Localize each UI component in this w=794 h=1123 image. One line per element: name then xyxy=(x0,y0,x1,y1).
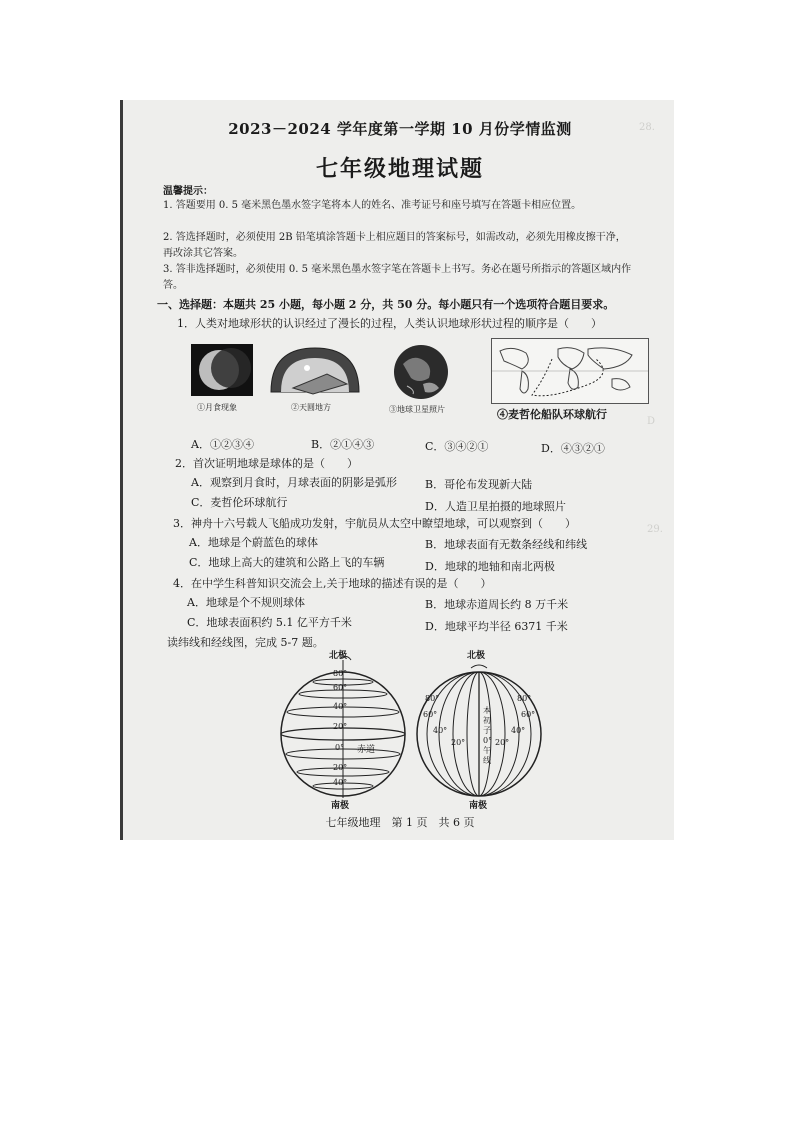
longitude-label: 20° xyxy=(451,738,466,747)
latitude-globe-diagram xyxy=(277,648,417,811)
latitude-label: 20° xyxy=(333,763,348,772)
latitude-label: 0° xyxy=(335,743,345,752)
longitude-label: 80° xyxy=(517,694,532,703)
exam-page-photo xyxy=(120,100,674,840)
prime-meridian-label: 本 初 子 0° 午 线 xyxy=(483,706,493,765)
q1-option-a: A．①②③④ xyxy=(191,438,254,451)
bleed-through-text: 29. xyxy=(647,524,663,535)
exam-subtitle: 七年级地理试题 xyxy=(315,156,484,182)
longitude-label: 60° xyxy=(423,710,438,719)
q1-option-b: B．②①④③ xyxy=(311,438,375,451)
south-pole-label: 南极 xyxy=(469,801,488,811)
q3-option-c: C．地球上高大的建筑和公路上飞的车辆 xyxy=(189,556,385,569)
lunar-eclipse-image xyxy=(191,344,253,396)
south-pole-label: 南极 xyxy=(331,801,350,811)
latitude-label: 60° xyxy=(333,683,348,692)
latitude-label: 80° xyxy=(333,669,348,678)
longitude-label: 40° xyxy=(433,726,448,735)
caption-lunar-eclipse: ①月食现象 xyxy=(197,403,237,412)
q1-option-d: D．④③②① xyxy=(541,442,605,455)
question-4-stem: 4．在中学生科普知识交流会上,关于地球的描述有误的是（ ） xyxy=(173,577,492,590)
equator-label: 赤道 xyxy=(357,745,376,755)
q2-option-c: C．麦哲伦环球航行 xyxy=(191,496,288,509)
exam-title: 2023－2024 学年度第一学期 10 月份学情监测 xyxy=(228,120,572,138)
q4-option-a: A．地球是个不规则球体 xyxy=(187,596,305,609)
caption-heaven-round: ②天圆地方 xyxy=(291,403,331,412)
q3-option-a: A．地球是个蔚蓝色的球体 xyxy=(189,536,318,549)
tips-heading: 温馨提示： xyxy=(163,186,213,197)
q2-option-d: D．人造卫星拍摄的地球照片 xyxy=(425,500,566,513)
caption-satellite-photo: ③地球卫星照片 xyxy=(389,405,445,414)
q1-option-c: C．③④②① xyxy=(425,440,489,453)
earth-satellite-photo xyxy=(393,344,449,400)
longitude-label: 20° xyxy=(495,738,510,747)
longitude-label: 60° xyxy=(521,710,536,719)
tip-item: 2. 答选择题时，必须使用 2B 铅笔填涂答题卡上相应题目的答案标号，如需改动，必须先用橡皮擦干净，再改涂其它答案。 xyxy=(163,232,626,259)
q2-option-a: A．观察到月食时，月球表面的阴影是弧形 xyxy=(191,476,397,489)
latitude-label: 40° xyxy=(333,778,348,787)
bleed-through-text: D xyxy=(647,416,656,427)
q4-option-c: C．地球表面积约 5.1 亿平方千米 xyxy=(187,616,352,629)
latitude-label: 40° xyxy=(333,702,348,711)
caption-magellan: ④麦哲伦船队环球航行 xyxy=(497,408,607,421)
longitude-label: 40° xyxy=(511,726,526,735)
longitude-label: 80° xyxy=(425,694,440,703)
question-2-stem: 2．首次证明地球是球体的是（ ） xyxy=(175,457,358,470)
section-heading: 一、选择题：本题共 25 小题，每小题 2 分，共 50 分。每小题只有一个选项符合题目要求。 xyxy=(157,298,615,311)
longitude-globe-diagram xyxy=(411,648,551,811)
question-1-stem: 1．人类对地球形状的认识经过了漫长的过程，人类认识地球形状过程的顺序是（ ） xyxy=(177,317,602,330)
q3-option-b: B．地球表面有无数条经线和纬线 xyxy=(425,538,588,551)
q4-option-d: D．地球平均半径 6371 千米 xyxy=(425,620,568,633)
north-pole-label: 北极 xyxy=(329,651,348,661)
tip-item: 1. 答题要用 0. 5 毫米黑色墨水签字笔将本人的姓名、准考证号和座号填写在答题卡相应位置。 xyxy=(163,200,582,211)
instruction-q5-7: 读纬线和经线图，完成 5-7 题。 xyxy=(167,636,324,649)
q2-option-b: B．哥伦布发现新大陆 xyxy=(425,478,533,491)
bleed-through-text: 28. xyxy=(639,122,655,133)
question-3-stem: 3．神舟十六号载人飞船成功发射，宇航员从太空中瞭望地球，可以观察到（ ） xyxy=(173,517,576,530)
tip-item: 3. 答非选择题时，必须使用 0. 5 毫米黑色墨水签字笔在答题卡上书写。务必在题号所指示的答题区域内作答。 xyxy=(163,264,632,291)
north-pole-label: 北极 xyxy=(467,651,486,661)
magellan-voyage-map xyxy=(491,338,649,404)
page-footer: 七年级地理 第 1 页 共 6 页 xyxy=(325,816,475,829)
q4-option-b: B．地球赤道周长约 8 万千米 xyxy=(425,598,569,611)
q3-option-d: D．地球的地轴和南北两极 xyxy=(425,560,555,573)
heaven-round-earth-square-image xyxy=(267,344,363,396)
latitude-label: 20° xyxy=(333,722,348,731)
